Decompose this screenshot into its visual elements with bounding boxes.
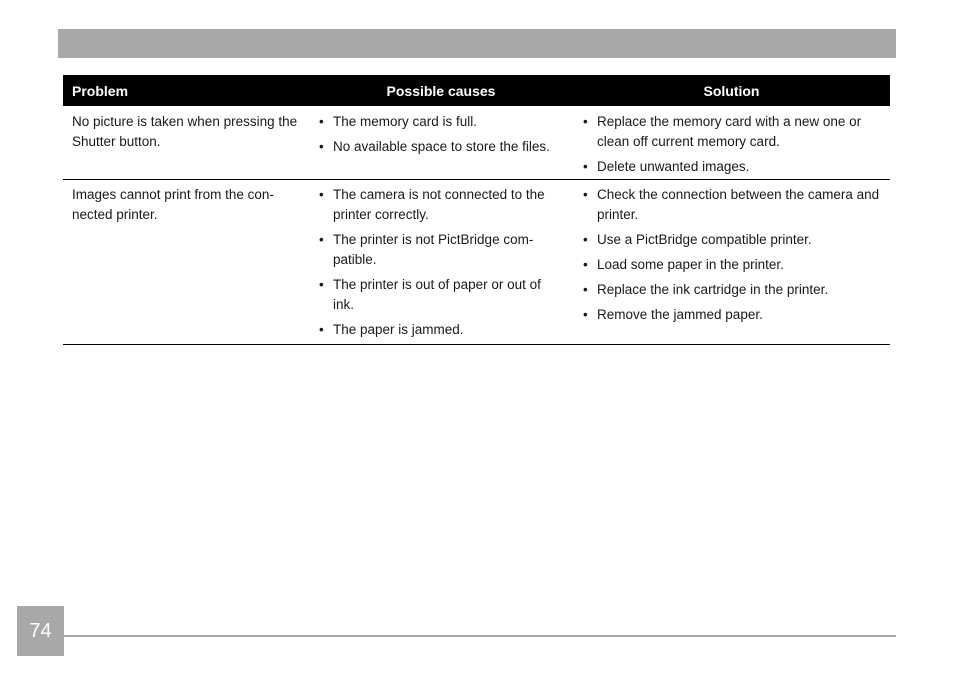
cause-item: • The printer is out of paper or out of ink. (318, 275, 565, 315)
cause-item: • The printer is not PictBridge com- patible. (318, 230, 565, 270)
solution-item: • Use a PictBridge compatible printer. (582, 230, 884, 250)
solution-item: • Remove the jammed paper. (582, 305, 884, 325)
table-row (63, 180, 890, 345)
solution-item: • Check the connection between the camera and printer. (582, 185, 884, 225)
table-header (63, 75, 890, 106)
solution-item: • Replace the ink cartridge in the printer. (582, 280, 884, 300)
cause-item: • The memory card is full. (318, 112, 565, 132)
cause-item: • The camera is not connected to the printer correctly. (318, 185, 565, 225)
page-number: 74 (17, 606, 64, 656)
footer-divider (64, 635, 896, 637)
problem-cell: No picture is taken when pressing the Shutter button. (72, 114, 298, 149)
solution-cell (573, 112, 890, 179)
causes-cell (309, 185, 573, 344)
solution-item: • Replace the memory card with a new one or clean off current memory card. (582, 112, 884, 152)
solution-cell (573, 185, 890, 344)
solution-item: • Delete unwanted images. (582, 157, 884, 177)
solution-item: • Load some paper in the printer. (582, 255, 884, 275)
header-possible-causes: Possible causes (386, 82, 496, 99)
header-solution: Solution (703, 82, 760, 99)
cause-item: • No available space to store the files. (318, 137, 565, 157)
cause-item: • The paper is jammed. (318, 320, 565, 340)
problem-cell: Images cannot print from the con- nected printer. (72, 187, 274, 222)
troubleshooting-table (63, 75, 890, 345)
header-bar (58, 29, 896, 58)
causes-cell (309, 112, 573, 179)
table-row (63, 106, 890, 180)
header-problem: Problem (72, 82, 129, 99)
